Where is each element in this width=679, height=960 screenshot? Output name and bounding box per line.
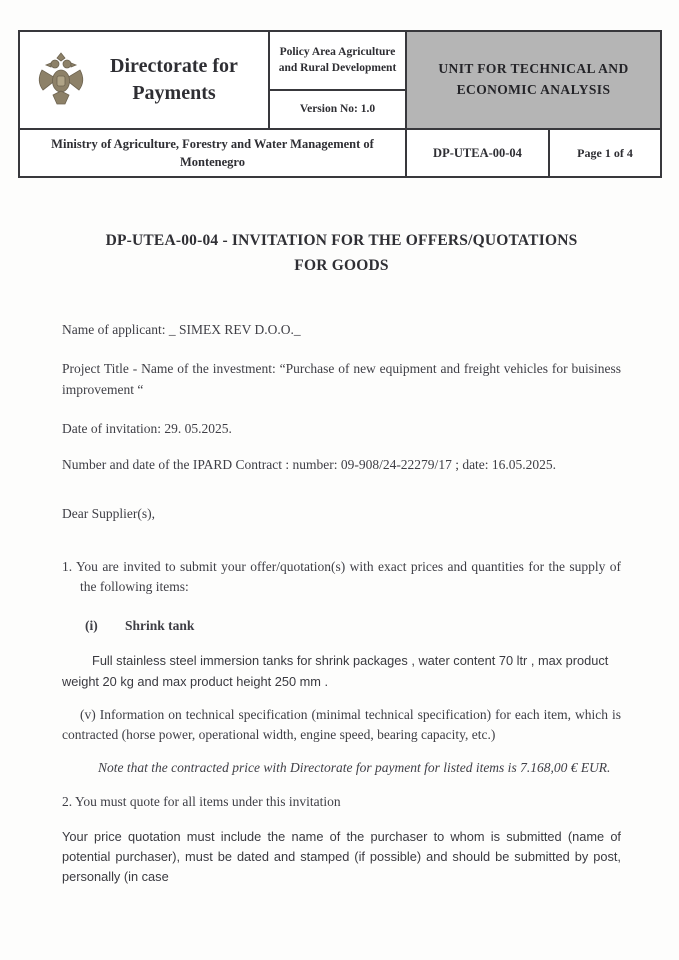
contracted-price-note: Note that the contracted price with Directorate for payment for listed items is 7.168,00 € EUR. [98, 760, 611, 776]
quotation-requirements-paragraph: Your price quotation must include the name of the purchaser to whom is submitted (name of potential purchaser), must be dated and stamped (if possible) and should be submitted by post, personally (in case [62, 828, 621, 885]
policy-cell [270, 32, 407, 128]
invitation-date-line: Date of invitation: 29. 05.2025. [62, 420, 232, 436]
ipard-contract-line: Number and date of the IPARD Contract : number: 09-908/24-22279/17 ; date: 16.05.2025. [62, 457, 557, 473]
applicant-line: Name of applicant: _ SIMEX REV D.O.O._ [62, 322, 301, 338]
policy-area-label: Policy Area Agriculture and Rural Development [270, 32, 405, 91]
letterhead-row-bottom [20, 130, 660, 176]
goods-item-heading [62, 616, 621, 636]
org-name: Directorate for Payments [110, 55, 238, 104]
goods-item-index: (i) [85, 618, 98, 634]
letterhead-table [18, 30, 662, 178]
document-code: DP-UTEA-00-04 [407, 130, 550, 176]
version-label: Version No: 1.0 [299, 103, 376, 116]
montenegro-coat-of-arms-logo [30, 51, 92, 109]
technical-specification-note: (v) Information on technical specification (minimal technical specification) for each item, which is contracted (horse power, operational width, engine speed, bearing capacity, etc.) [62, 706, 621, 743]
instruction-item-1: 1. You are invited to submit your offer/quotation(s) with exact prices and quantities for the supply of the following items: [62, 558, 621, 594]
ministry-label: Ministry of Agriculture, Forestry and Water Management of Montenegro [20, 130, 407, 176]
unit-cell: UNIT FOR TECHNICAL AND ECONOMIC ANALYSIS [407, 32, 660, 128]
document-title: DP-UTEA-00-04 - INVITATION FOR THE OFFERS/QUOTATIONS FOR GOODS [105, 232, 578, 275]
instruction-item-2: 2. You must quote for all items under this invitation [62, 793, 341, 809]
document-body [0, 178, 679, 888]
salutation-line: Dear Supplier(s), [62, 506, 155, 522]
letterhead-row-top [20, 32, 660, 130]
project-title-line: Project Title - Name of the investment: “Purchase of new equipment and freight vehicles for buisiness improvement “ [62, 361, 621, 397]
org-cell [20, 32, 270, 128]
goods-item-name: Shrink tank [125, 618, 195, 634]
page-indicator: Page 1 of 4 [577, 145, 633, 160]
goods-item-description: Full stainless steel immersion tanks for shrink packages , water content 70 ltr , max product weight 20 kg and max product height 250 mm . [62, 653, 609, 689]
